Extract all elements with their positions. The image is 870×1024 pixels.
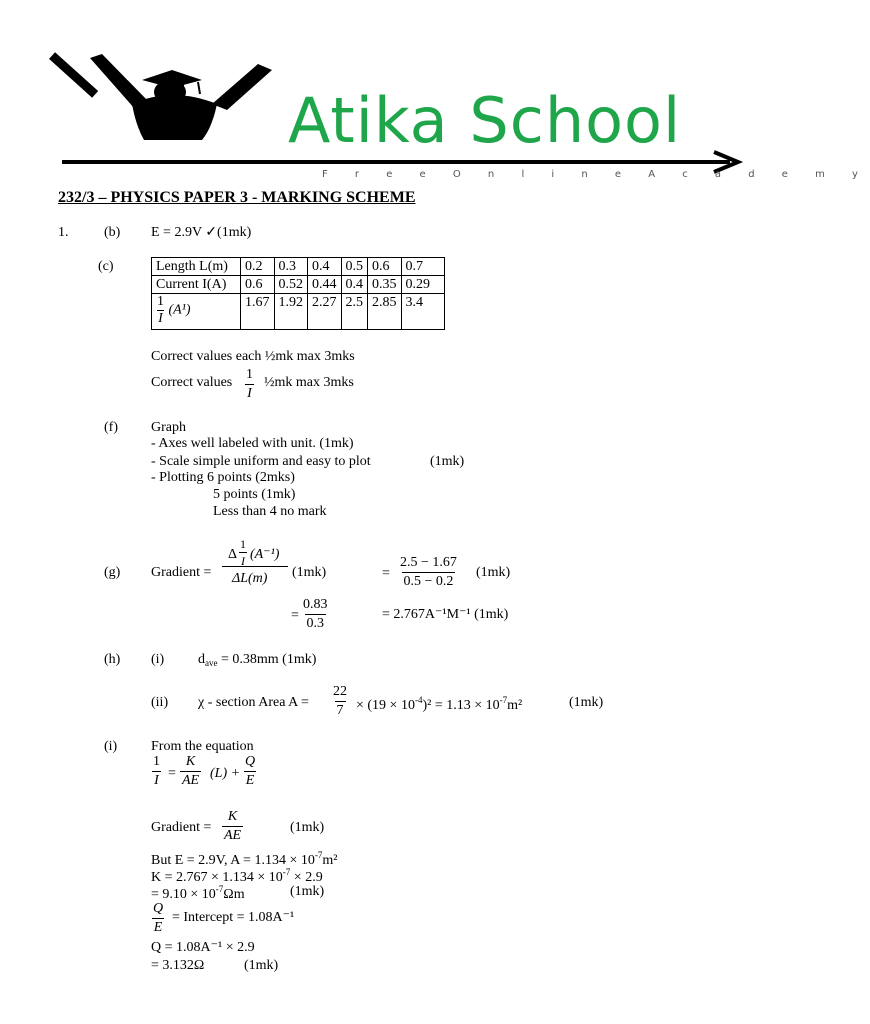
row-header — [152, 294, 241, 330]
table-cell: 0.52 — [274, 276, 308, 294]
part-i-text: K = 2.767 × 1.134 × 10 — [151, 870, 283, 885]
table-cell: 2.5 — [341, 294, 368, 330]
part-i-line: = 3.132Ω — [151, 958, 205, 973]
fraction-denominator: E — [153, 920, 163, 935]
equals-sign: = — [291, 608, 299, 623]
fraction-denominator: E — [245, 773, 255, 788]
header-arrow-line — [62, 160, 730, 164]
equals-sign: = — [382, 566, 390, 581]
part-c-note-1: Correct values each ½mk max 3mks — [151, 349, 355, 364]
part-c-label: (c) — [98, 259, 114, 274]
fraction-denominator: I — [241, 554, 245, 568]
table-cell: 2.85 — [368, 294, 402, 330]
superscript: -7 — [314, 850, 323, 860]
part-f-line: Less than 4 no mark — [213, 504, 327, 519]
table-cell: 0.6 — [368, 258, 402, 276]
superscript: -7 — [215, 884, 224, 894]
values-table — [151, 257, 445, 330]
table-cell: 0.29 — [401, 276, 444, 294]
part-c-note-2-prefix: Correct values — [151, 375, 233, 390]
area-text: × (19 × 10 — [356, 698, 415, 713]
superscript: -7 — [282, 867, 291, 877]
gradient-mark: (1mk) — [292, 565, 327, 580]
fraction-denominator: I — [247, 386, 252, 401]
part-b-label: (b) — [104, 225, 121, 240]
fraction-one-over-i — [244, 368, 255, 401]
part-i-text: = 9.10 × 10 — [151, 887, 216, 902]
fraction-denominator: I — [158, 311, 163, 326]
gradient-values-mark: (1mk) — [476, 565, 511, 580]
pi-fraction — [331, 685, 349, 718]
table-cell: 0.35 — [368, 276, 402, 294]
school-name: Atika School — [288, 84, 682, 157]
table-cell: 0.3 — [274, 258, 308, 276]
k-over-ae-fraction — [180, 755, 201, 788]
superscript: -4 — [414, 695, 423, 705]
part-f-line: Graph — [151, 420, 186, 435]
gradient-result: = 2.767A⁻¹M⁻¹ (1mk) — [382, 607, 509, 622]
part-f-line: - Scale simple uniform and easy to plot — [151, 454, 371, 469]
table-cell: 0.6 — [241, 276, 275, 294]
fraction-numerator: Q — [153, 901, 164, 916]
fraction-numerator: 1 — [157, 294, 164, 309]
delta-symbol: Δ — [228, 547, 238, 562]
part-f-line: - Axes well labeled with unit. (1mk) — [151, 436, 354, 451]
part-h-ii-label: (ii) — [151, 695, 169, 710]
table-cell: 1.92 — [274, 294, 308, 330]
gradient-ratio-fraction — [301, 598, 330, 631]
area-mark: (1mk) — [569, 695, 604, 710]
part-i-line: Q = 1.08A⁻¹ × 2.9 — [151, 940, 255, 955]
part-i-intro: From the equation — [151, 739, 254, 754]
part-i-text: × 2.9 — [290, 870, 323, 885]
page-title: 232/3 – PHYSICS PAPER 3 - MARKING SCHEME — [58, 189, 416, 206]
fraction-numerator: 22 — [333, 684, 347, 699]
part-h-label: (h) — [104, 652, 121, 667]
gradient-label: Gradient = — [151, 565, 212, 580]
table-cell: 0.44 — [308, 276, 342, 294]
gradient-values-fraction — [398, 556, 459, 589]
fraction-numerator: K — [227, 809, 238, 824]
row-header: Current I(A) — [152, 276, 241, 294]
part-c-note-2-suffix: ½mk max 3mks — [264, 375, 354, 390]
table-cell: 3.4 — [401, 294, 444, 330]
table-cell: 0.4 — [308, 258, 342, 276]
fraction-denominator: 0.3 — [306, 616, 324, 631]
area-unit: m² — [507, 698, 523, 713]
fraction-denominator: 7 — [336, 703, 344, 718]
fraction-numerator: 2.5 − 1.67 — [400, 555, 457, 570]
part-f-scale-mark: (1mk) — [430, 454, 465, 469]
part-f-line: 5 points (1mk) — [213, 487, 296, 502]
q-over-e-fraction — [151, 902, 165, 935]
part-i-text: Ωm — [223, 887, 245, 902]
unit-label: (A¹) — [168, 302, 191, 318]
table-cell: 0.2 — [241, 258, 275, 276]
row-header: Length L(m) — [152, 258, 241, 276]
part-h-i-label: (i) — [151, 652, 165, 667]
fraction-numerator: K — [185, 754, 196, 769]
fraction-numerator: 1 — [240, 537, 246, 551]
tagline: F r e e O n l i n e A c a d e m y — [322, 169, 870, 180]
table-cell: 0.7 — [401, 258, 444, 276]
table-row — [152, 258, 445, 276]
part-i-mark: (1mk) — [244, 958, 279, 973]
fraction-denominator: AE — [224, 828, 242, 843]
part-i-line — [151, 885, 245, 902]
fraction-denominator: I — [154, 773, 159, 788]
table-cell: 0.4 — [341, 276, 368, 294]
q-over-e-fraction — [243, 755, 257, 788]
part-i-line — [151, 851, 337, 868]
part-i-mark: (1mk) — [290, 884, 325, 899]
superscript: -7 — [499, 695, 508, 705]
part-b-answer: E = 2.9V ✓(1mk) — [151, 225, 252, 240]
area-calculation — [356, 696, 522, 713]
fraction-numerator: Q — [245, 754, 256, 769]
fraction-one-over-i — [238, 538, 248, 567]
fraction-numerator: 1 — [246, 367, 253, 382]
table-cell: 1.67 — [241, 294, 275, 330]
equation-lhs-fraction — [151, 755, 162, 788]
part-f-line: - Plotting 6 points (2mks) — [151, 470, 295, 485]
table-cell: 0.5 — [341, 258, 368, 276]
fraction-denominator: 0.5 − 0.2 — [403, 574, 454, 589]
part-i-label: (i) — [104, 739, 118, 754]
fraction-denominator: ΔL(m) — [232, 571, 268, 586]
table-row — [152, 276, 445, 294]
equation-middle: (L) + — [210, 766, 241, 781]
graduate-logo-icon — [62, 48, 282, 158]
subscript: ave — [205, 658, 218, 668]
gradient-k-fraction — [222, 810, 243, 843]
diameter-value: = 0.38mm (1mk) — [221, 652, 317, 667]
part-i-text: m² — [322, 853, 338, 868]
part-f-label: (f) — [104, 420, 118, 435]
gradient-label: Gradient = — [151, 820, 212, 835]
equals-sign: = — [168, 766, 176, 781]
part-i-text: But E = 2.9V, A = 1.134 × 10 — [151, 853, 315, 868]
table-cell: 2.27 — [308, 294, 342, 330]
part-g-label: (g) — [104, 565, 121, 580]
fraction-denominator: AE — [182, 773, 200, 788]
fraction-numerator: 0.83 — [303, 597, 328, 612]
diameter-average — [198, 653, 316, 668]
part-i-line — [151, 868, 323, 885]
unit-label: (A⁻¹) — [250, 547, 280, 562]
area-label: χ - section Area A = — [198, 695, 309, 710]
question-number: 1. — [58, 225, 69, 240]
diameter-symbol: d — [198, 652, 205, 667]
intercept-text: = Intercept = 1.08A⁻¹ — [172, 910, 295, 925]
fraction-numerator: 1 — [153, 754, 160, 769]
table-row — [152, 294, 445, 330]
gradient-mark: (1mk) — [290, 820, 325, 835]
area-text: )² = 1.13 × 10 — [422, 698, 500, 713]
